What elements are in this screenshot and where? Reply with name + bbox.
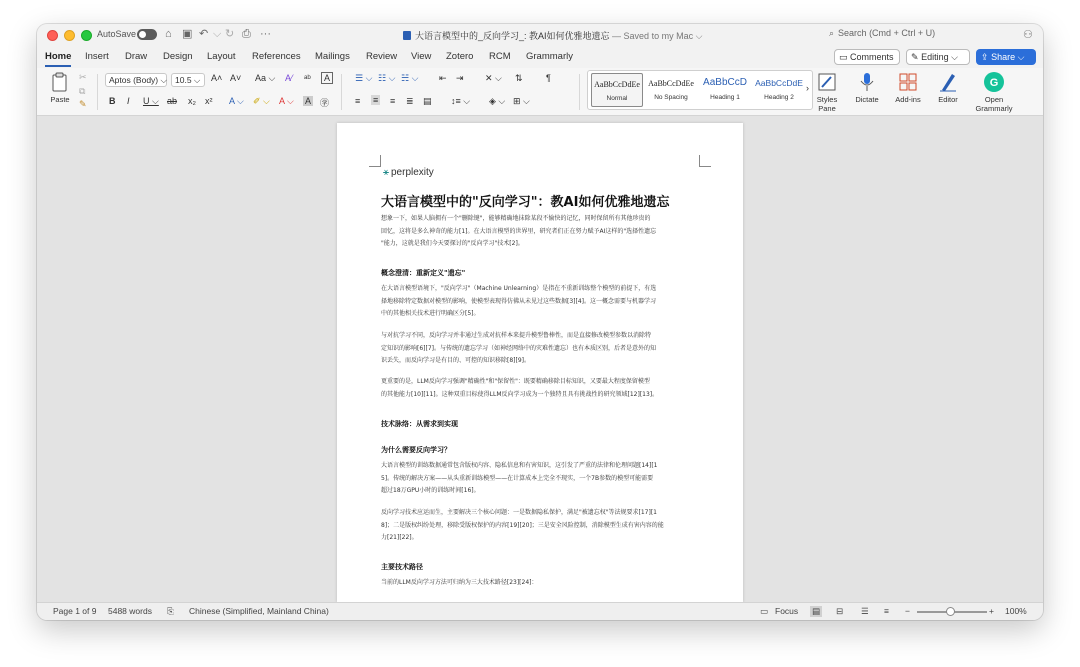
redo-icon[interactable]: ↻ [225, 28, 235, 40]
open-grammarly-label: Open Grammarly [975, 95, 1013, 113]
share-icon: ⇪ [981, 52, 989, 62]
styles-gallery [587, 70, 813, 110]
style-heading-1[interactable] [699, 73, 751, 107]
zoom-in-button[interactable]: + [989, 606, 994, 616]
proofing-icon[interactable]: ⎘ [167, 606, 174, 616]
text-line: 定知识的影响[6][7]。与传统的遗忘学习（如神经网络中的灾难性遗忘）也有本质区别，后者是意外的知 [381, 344, 656, 352]
shrink-font-icon[interactable]: A˅ [230, 73, 242, 83]
paragraph [381, 577, 701, 590]
tab-insert[interactable]: Insert [85, 51, 109, 62]
autosave-toggle[interactable] [137, 29, 157, 40]
style-name: Normal [606, 95, 628, 102]
home-icon[interactable]: ⌂ [165, 28, 172, 40]
font-size-value: 10.5 [175, 75, 192, 85]
comment-icon: ▭ [839, 52, 848, 62]
text-effects-icon[interactable]: A ⌵ [229, 96, 244, 106]
text-line: "能力，这就是我们今天要探讨的"反向学习"技术[2]。 [381, 240, 524, 248]
svg-text:G: G [989, 77, 999, 89]
title-bar [37, 24, 1043, 46]
text-line: 更重要的是，LLM反向学习强调"精确性"和"保留性"：既要精确移除目标知识，又要最大程度保留模型 [381, 378, 650, 385]
justify-icon[interactable]: ≣ [406, 96, 414, 106]
share-button[interactable] [976, 49, 1036, 65]
align-right-icon[interactable]: ≡ [390, 96, 396, 106]
section-heading: 概念澄清：重新定义"遗忘" [381, 269, 466, 277]
font-size-select[interactable]: 10.5 ⌵ [171, 73, 205, 87]
section-heading: 技术脉络：从需求到实现 [381, 420, 458, 428]
chevron-down-icon: ⌵ [1017, 52, 1025, 62]
text-line: 5]。传统的解决方案——从头重新训练模型——在计算成本上完全不现实，一个7B参数的模型可能需要 [381, 474, 654, 482]
zoom-out-button[interactable]: − [905, 606, 910, 616]
style-normal[interactable] [591, 73, 643, 107]
superscript-icon[interactable]: x² [205, 96, 213, 106]
focus-icon[interactable]: ▭ [760, 606, 769, 616]
show-formatting-icon[interactable]: ¶ [546, 73, 551, 83]
format-painter-icon[interactable]: ✎ [79, 99, 87, 109]
text-line: 中的其他相关技术进行明确区分[5]。 [381, 310, 480, 318]
word-count[interactable]: 5488 words [108, 606, 152, 616]
save-icon[interactable]: ▣ [182, 28, 193, 40]
zoom-level[interactable]: 100% [1005, 606, 1027, 616]
editing-mode-button[interactable] [906, 49, 970, 65]
paragraph [381, 283, 701, 321]
grammarly-icon [983, 71, 1005, 93]
share-label: Share [991, 52, 1016, 62]
draft-view-icon[interactable]: ≡ [884, 606, 889, 616]
document-title[interactable] [403, 29, 702, 42]
text-line: 超过18万GPU小时的训练时间[16]。 [381, 487, 480, 495]
tab-rcm[interactable]: RCM [489, 51, 511, 62]
pencil-icon: ✎ [911, 52, 919, 62]
line-spacing-icon[interactable]: ↕≡ ⌵ [451, 96, 471, 106]
increase-indent-icon[interactable]: ⇥ [456, 73, 464, 83]
ribbon-home [37, 68, 1043, 116]
comments-button[interactable] [834, 49, 900, 65]
style-sample: AaBbCcDdEe [594, 80, 640, 89]
decrease-indent-icon[interactable]: ⇤ [439, 73, 447, 83]
text-line: 8]；二是版权纠纷处理，移除受版权保护的内容[19][20]；三是安全风险控制，消除模型生成有害内容的能 [381, 521, 664, 529]
styles-pane-icon [816, 71, 838, 93]
search-box[interactable] [829, 28, 1009, 42]
ribbon-separator [579, 74, 580, 110]
font-name-select[interactable]: Aptos (Body) ⌵ [105, 73, 167, 87]
style-name: No Spacing [654, 94, 688, 101]
maximize-window-button[interactable] [81, 30, 92, 41]
text-line: 的其他能力[10][11]。这种双重目标使得LLM反向学习成为一个独特且具有挑战性的研究领域[12][13]。 [381, 390, 659, 398]
tab-grammarly[interactable]: Grammarly [526, 51, 573, 62]
ribbon-separator [341, 74, 342, 110]
editor-label: Editor [938, 95, 958, 104]
focus-button[interactable]: Focus [775, 606, 799, 616]
text-line: 大语言模型的训练数据通常包含版权内容、隐私信息和有害知识，这引发了严重的法律和伦理问题[14][1 [381, 462, 658, 469]
subsection-heading: 为什么需要反向学习？ [381, 446, 451, 454]
autosave-label: AutoSave [97, 29, 137, 39]
editor-button[interactable] [929, 71, 967, 104]
paste-button[interactable] [41, 71, 79, 104]
text-line: 与对抗学习不同，反向学习并非通过生成对抗样本来提升模型鲁棒性，而是直接修改模型参数以消除特 [381, 332, 652, 339]
style-sample: AaBbCcDdE [755, 78, 803, 88]
tab-layout[interactable]: Layout [207, 51, 236, 62]
search-icon: ⌕ [829, 28, 835, 38]
text-line: 识丢失，而反向学习是有目的、可控的知识移除[8][9]。 [381, 357, 530, 365]
paragraph [381, 376, 701, 401]
crop-mark [369, 155, 381, 167]
style-no-spacing[interactable] [645, 73, 697, 107]
ribbon-tabs [37, 46, 1043, 68]
character-border-icon[interactable]: A [321, 72, 333, 84]
sort-icon[interactable]: ⇅ [515, 73, 523, 83]
open-grammarly-button[interactable] [972, 71, 1016, 113]
styles-pane-button[interactable] [808, 71, 846, 113]
paragraph [381, 330, 701, 368]
multilevel-list-icon[interactable]: ☵ ⌵ [401, 73, 419, 83]
tab-design[interactable]: Design [163, 51, 193, 62]
document-canvas [37, 116, 1043, 602]
addins-button[interactable] [889, 71, 927, 104]
document-heading: 大语言模型中的"反向学习"：教AI如何优雅地遗忘 [381, 195, 670, 210]
subsection-heading: 主要技术路径 [381, 563, 423, 571]
italic-icon[interactable]: I [127, 96, 130, 106]
word-window [37, 24, 1043, 620]
document-page[interactable] [337, 123, 743, 602]
search-placeholder: Search (Cmd + Ctrl + U) [838, 28, 936, 38]
tab-mailings[interactable]: Mailings [315, 51, 350, 62]
tab-references[interactable]: References [252, 51, 301, 62]
status-bar [37, 602, 1043, 620]
logo-text: perplexity [391, 167, 434, 178]
print-icon[interactable]: ⎙ [242, 28, 251, 40]
addins-grid-icon [897, 71, 919, 93]
borders-icon[interactable]: ⊞ ⌵ [513, 96, 530, 106]
align-center-icon[interactable]: ≡ [373, 95, 379, 105]
language-status[interactable]: Chinese (Simplified, Mainland China) [189, 606, 329, 616]
undo-icon[interactable]: ↶ [199, 28, 209, 40]
highlight-icon[interactable]: ✐ ⌵ [253, 96, 270, 106]
subscript-icon[interactable]: x₂ [188, 96, 196, 106]
numbering-icon[interactable]: ☷ ⌵ [378, 73, 396, 83]
tab-zotero[interactable]: Zotero [446, 51, 474, 62]
bullets-icon[interactable]: ☰ ⌵ [355, 73, 373, 83]
style-sample: AaBbCcDdEe [648, 79, 694, 88]
microphone-icon [856, 71, 878, 93]
shading-icon[interactable]: ◈ ⌵ [489, 96, 506, 106]
text-line: 当前的LLM反向学习方法可归纳为三大技术路径[23][24]： [381, 579, 538, 586]
page-count[interactable]: Page 1 of 9 [53, 606, 97, 616]
crop-mark [699, 155, 711, 167]
editing-label: Editing [921, 52, 949, 62]
print-layout-icon[interactable]: ▤ [812, 606, 821, 616]
paragraph-intro [381, 213, 701, 251]
more-icon[interactable]: ··· [260, 28, 271, 40]
paste-label: Paste [50, 95, 70, 104]
perplexity-logo-icon: ⚹ [383, 167, 389, 178]
document-name: 大语言模型中的_反向学习_: 教AI如何优雅地遗忘 [415, 31, 610, 41]
chevron-down-icon: ⌵ [951, 52, 958, 62]
tab-draw[interactable]: Draw [125, 51, 148, 62]
strikethrough-icon[interactable]: ab [167, 96, 178, 106]
comments-label: Comments [850, 52, 894, 62]
styles-pane-label: Styles Pane [816, 95, 838, 113]
clear-formatting-icon[interactable]: A⁄ [285, 73, 293, 83]
styles-more-chevron-icon[interactable]: › [806, 83, 809, 93]
dictate-label: Dictate [855, 95, 879, 104]
copy-icon[interactable]: ⧉ [79, 86, 86, 96]
word-doc-icon [403, 31, 411, 40]
text-line: 想象一下，如果人脑拥有一个"删除键"，能够精确地抹除某段不愉快的记忆，同时保留所有其他珍贵的 [381, 215, 651, 222]
dictate-button[interactable] [848, 71, 886, 104]
style-name: Heading 1 [710, 94, 740, 101]
distributed-icon[interactable]: ▤ [423, 96, 432, 106]
tab-view[interactable]: View [411, 51, 432, 62]
grow-font-icon[interactable]: A˄ [211, 73, 223, 83]
web-layout-icon[interactable]: ⊟ [836, 606, 844, 616]
paragraph [381, 460, 701, 498]
addins-label: Add-ins [895, 95, 921, 104]
style-sample: AaBbCcD [703, 77, 747, 88]
text-line: 反向学习技术应运而生，主要解决三个核心问题：一是数据隐私保护，满足"被遗忘权"等法规要求[17][1 [381, 509, 657, 516]
editor-pen-icon [937, 71, 959, 93]
zoom-slider-handle[interactable] [946, 607, 955, 616]
minimize-window-button[interactable] [64, 30, 75, 41]
bold-icon[interactable]: B [109, 96, 116, 106]
asian-layout-icon[interactable]: ✕ ⌵ [485, 73, 502, 83]
style-name: Heading 2 [764, 94, 794, 101]
text-line: 在大语言模型语境下，"反向学习"（Machine Unlearning）是指在不重新训练整个模型的前提下，有选 [381, 285, 657, 292]
collaborate-icon[interactable]: ⚇ [1023, 29, 1033, 41]
phonetic-guide-icon[interactable]: ᵃᵇ [304, 73, 311, 83]
text-line: 力[21][22]。 [381, 534, 418, 542]
tab-home[interactable]: Home [45, 51, 72, 62]
text-line: 回忆，这将是多么神奇的能力[1]。在大语言模型的世界里，研究者们正在努力赋予AI这样的"选择性遗忘 [381, 227, 657, 235]
font-color-icon[interactable]: A ⌵ [279, 96, 294, 106]
underline-icon[interactable]: U ⌵ [143, 96, 159, 106]
character-shading-icon[interactable]: A [305, 96, 312, 106]
style-heading-2[interactable] [753, 73, 805, 107]
enclose-characters-icon[interactable]: ㊫ [320, 98, 330, 108]
outline-view-icon[interactable]: ☰ [861, 606, 869, 616]
tab-review[interactable]: Review [366, 51, 398, 62]
change-case-icon[interactable]: Aa ⌵ [255, 73, 276, 83]
paragraph [381, 507, 701, 545]
font-name-value: Aptos (Body) [109, 75, 159, 85]
ribbon-separator [97, 74, 98, 110]
text-line: 择地移除特定数据对模型的影响，使模型表现得仿佛从未见过这些数据[3][4]。这一概念需要与机器学习 [381, 297, 656, 305]
saved-status: — Saved to my Mac ⌵ [612, 31, 703, 41]
perplexity-logo [383, 167, 434, 178]
cut-icon[interactable]: ✂ [79, 72, 87, 82]
clipboard-icon [49, 71, 71, 93]
close-window-button[interactable] [47, 30, 58, 41]
align-left-icon[interactable]: ≡ [355, 96, 361, 106]
dropdown-chevron-icon[interactable]: ⌵ [213, 28, 222, 40]
